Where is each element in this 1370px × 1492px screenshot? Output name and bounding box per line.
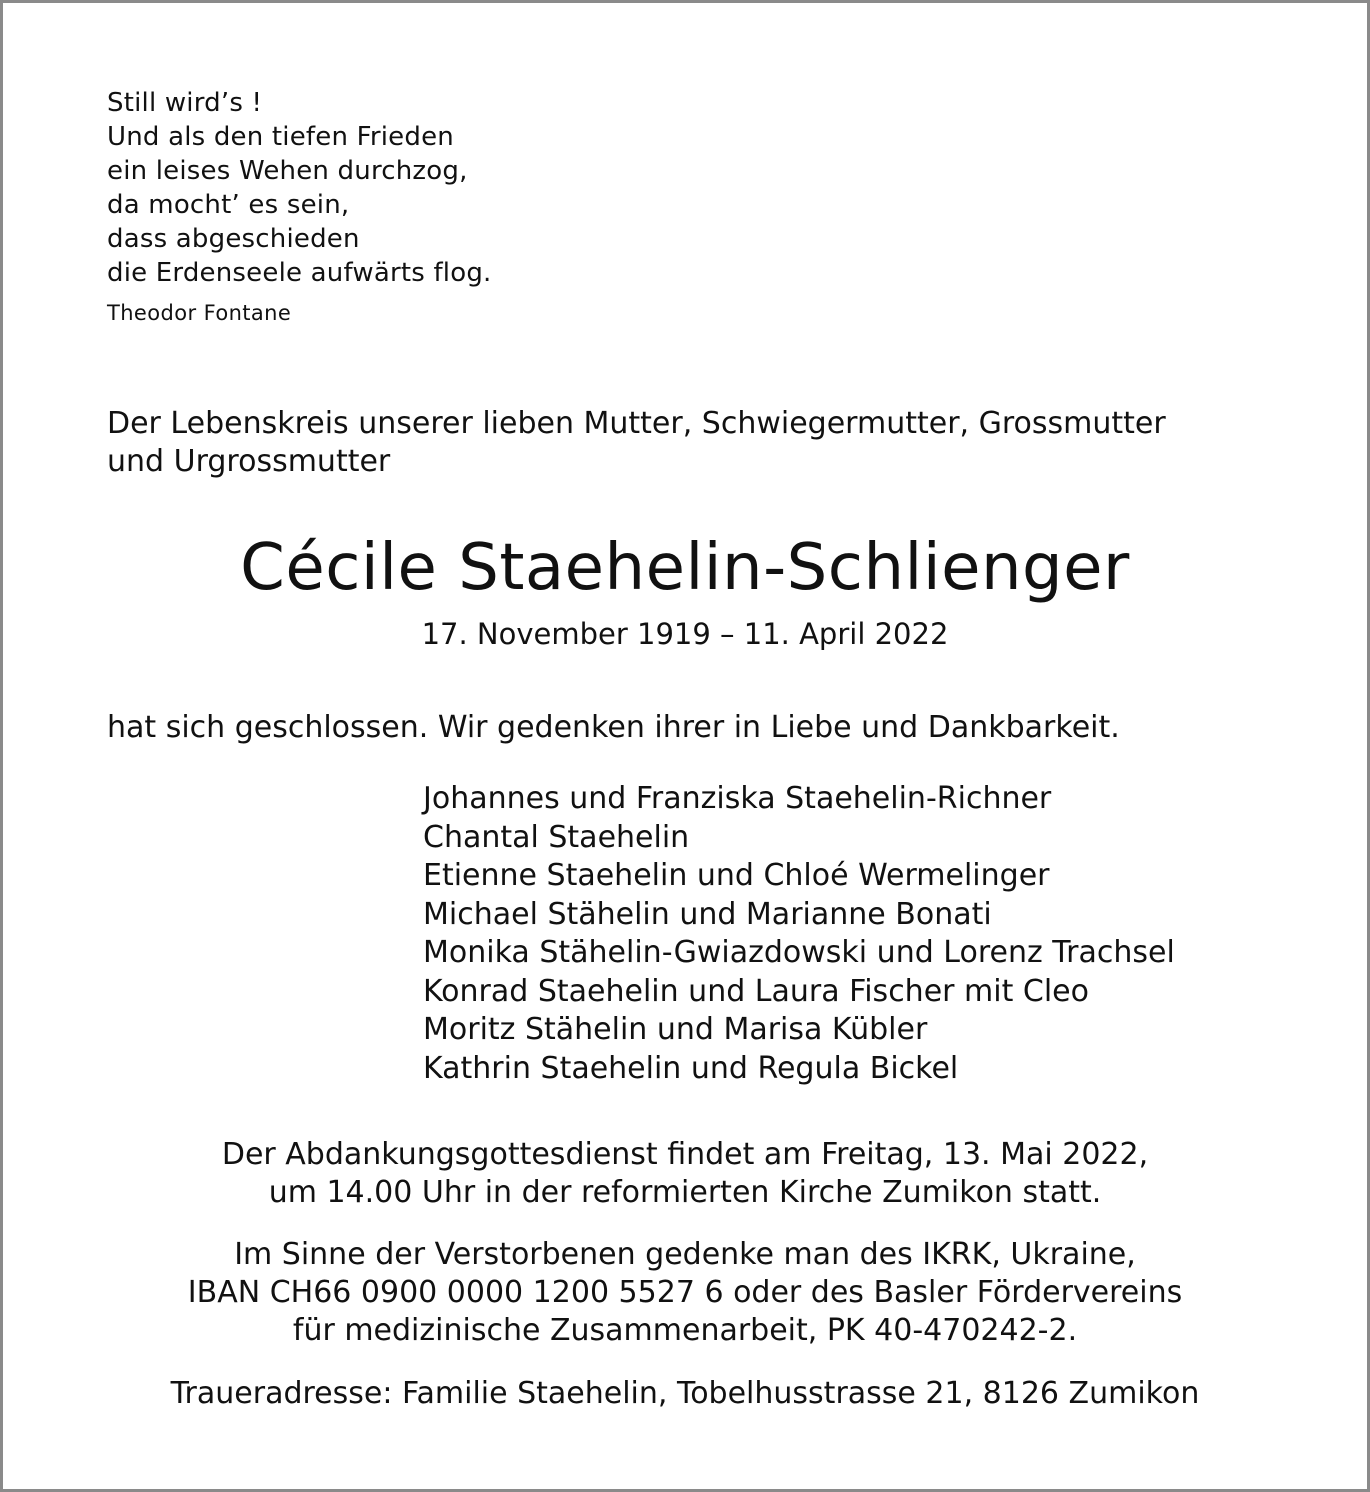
poem-line: ein leises Wehen durchzog, — [107, 156, 468, 186]
donation-line-1: Im Sinne der Verstorbenen gedenke man des IKRK, Ukraine, — [234, 1237, 1136, 1272]
poem-line: da mocht’ es sein, — [107, 190, 350, 220]
mourner-entry: Monika Stähelin-Gwiazdowski und Lorenz Trachsel — [423, 935, 1175, 970]
service-line-1: Der Abdankungsgottesdienst findet am Freitag, 13. Mai 2022, — [221, 1137, 1149, 1172]
intro-line-2: und Urgrossmutter — [107, 444, 391, 479]
mourner-entry: Etienne Staehelin und Chloé Wermelinger — [423, 858, 1050, 893]
mourner-entry: Michael Stähelin und Marianne Bonati — [423, 896, 992, 932]
poem-line: die Erdenseele aufwärts flog. — [107, 258, 492, 288]
mourner-entry: Johannes und Franziska Staehelin-Richner — [423, 781, 1052, 816]
deceased-name: Cécile Staehelin-Schlienger — [240, 531, 1130, 605]
intro-text — [107, 405, 1287, 481]
donation-line-3: für medizinische Zusammenarbeit, PK 40-470242-2. — [292, 1313, 1078, 1348]
poem — [107, 86, 492, 326]
donation-line-2: IBAN CH66 0900 0000 1200 5527 6 oder des Basler Fördervereins — [187, 1275, 1183, 1310]
mourner-entry: Moritz Stähelin und Marisa Kübler — [423, 1012, 928, 1047]
address-line: Traueradresse: Familie Staehelin, Tobelhusstrasse 21, 8126 Zumikon — [170, 1376, 1200, 1411]
service-notice — [0, 1136, 1370, 1212]
mourning-address — [0, 1375, 1370, 1413]
service-line-2: um 14.00 Uhr in der reformierten Kirche Zumikon statt. — [268, 1175, 1102, 1210]
mourner-entry: Chantal Staehelin — [423, 819, 690, 855]
mourners-list — [423, 780, 1175, 1088]
poem-line: dass abgeschieden — [107, 224, 360, 254]
donation-notice — [0, 1236, 1370, 1350]
poem-author: Theodor Fontane — [107, 301, 292, 325]
mourner-entry: Konrad Staehelin und Laura Fischer mit Cleo — [423, 973, 1089, 1009]
poem-line: Still wird’s ! — [107, 88, 263, 118]
mourner-entry: Kathrin Staehelin und Regula Bickel — [423, 1050, 959, 1086]
intro-line-1: Der Lebenskreis unserer lieben Mutter, Schwiegermutter, Grossmutter — [107, 406, 1166, 441]
closing-sentence: hat sich geschlossen. Wir gedenken ihrer in Liebe und Dankbarkeit. — [107, 710, 1120, 745]
life-dates: 17. November 1919 – 11. April 2022 — [421, 617, 949, 651]
poem-line: Und als den tiefen Frieden — [107, 122, 454, 152]
